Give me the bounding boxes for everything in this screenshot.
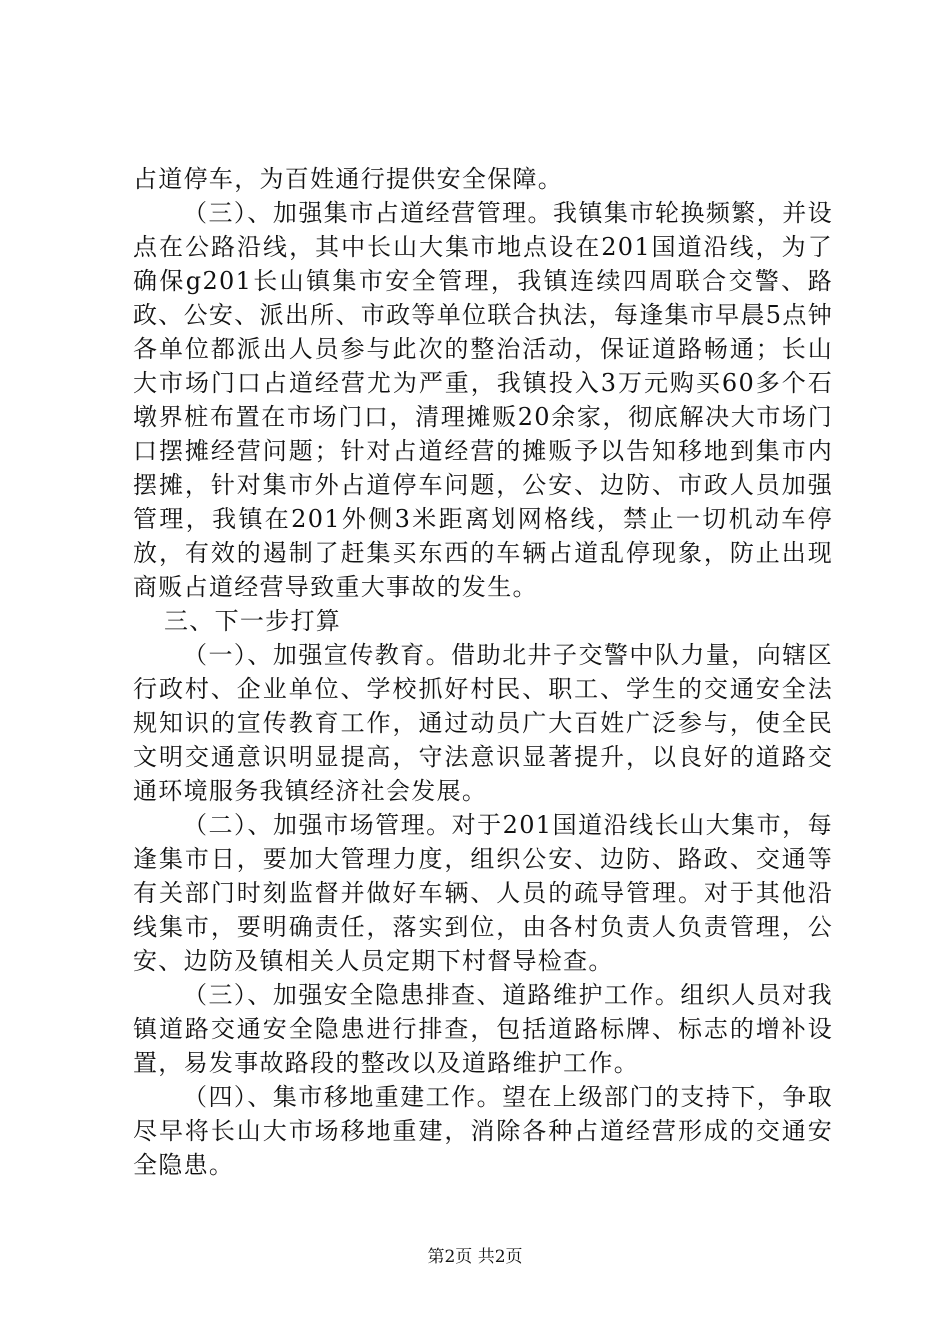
document-body [133, 162, 833, 1182]
paragraph-market-management: （三）、加强集市占道经营管理。我镇集市轮换频繁，并设点在公路沿线，其中长山大集市地点设在201国道沿线，为了确保g201长山镇集市安全管理，我镇连续四周联合交警、路政、公安、派出所、市政等单位联合执法，每逢集市早晨5点钟各单位都派出人员参与此次的整治活动，保证道路畅通；长山大市场门口占道经营尤为严重，我镇投入3万元购买60多个石墩界桩布置在市场门口，清理摊贩20余家，彻底解决大市场门口摆摊经营问题；针对占道经营的摊贩予以告知移地到集市内摆摊，针对集市外占道停车问题，公安、边防、市政人员加强管理，我镇在201外侧3米距离划网格线，禁止一切机动车停放，有效的遏制了赶集买东西的车辆占道乱停现象，防止出现商贩占道经营导致重大事故的发生。 [133, 199, 833, 601]
page-total: 共2页 [477, 1247, 523, 1267]
section-heading-next-steps: 三、下一步打算 [164, 607, 342, 635]
page-number: 第2页 [427, 1247, 473, 1267]
paragraph-continuation: 占道停车，为百姓通行提供安全保障。 [133, 165, 564, 193]
paragraph-hazard-inspection: （三）、加强安全隐患排查、道路维护工作。组织人员对我镇道路交通安全隐患进行排查，包括道路标牌、标志的增补设置，易发事故路段的整改以及道路维护工作。 [133, 981, 833, 1077]
paragraph-market-supervision: （二）、加强市场管理。对于201国道沿线长山大集市，每逢集市日，要加大管理力度，组织公安、边防、路政、交通等有关部门时刻监督并做好车辆、人员的疏导管理。对于其他沿线集市，要明确责任，落实到位，由各村负责人负责管理，公安、边防及镇相关人员定期下村督导检查。 [133, 811, 833, 975]
paragraph-publicity-education: （一）、加强宣传教育。借助北井子交警中队力量，向辖区行政村、企业单位、学校抓好村民、职工、学生的交通安全法规知识的宣传教育工作，通过动员广大百姓广泛参与，使全民文明交通意识明显提高，守法意识显著提升，以良好的道路交通环境服务我镇经济社会发展。 [133, 641, 833, 805]
page-footer [0, 1246, 950, 1268]
paragraph-market-relocation: （四）、集市移地重建工作。望在上级部门的支持下，争取尽早将长山大市场移地重建，消除各种占道经营形成的交通安全隐患。 [133, 1083, 833, 1179]
